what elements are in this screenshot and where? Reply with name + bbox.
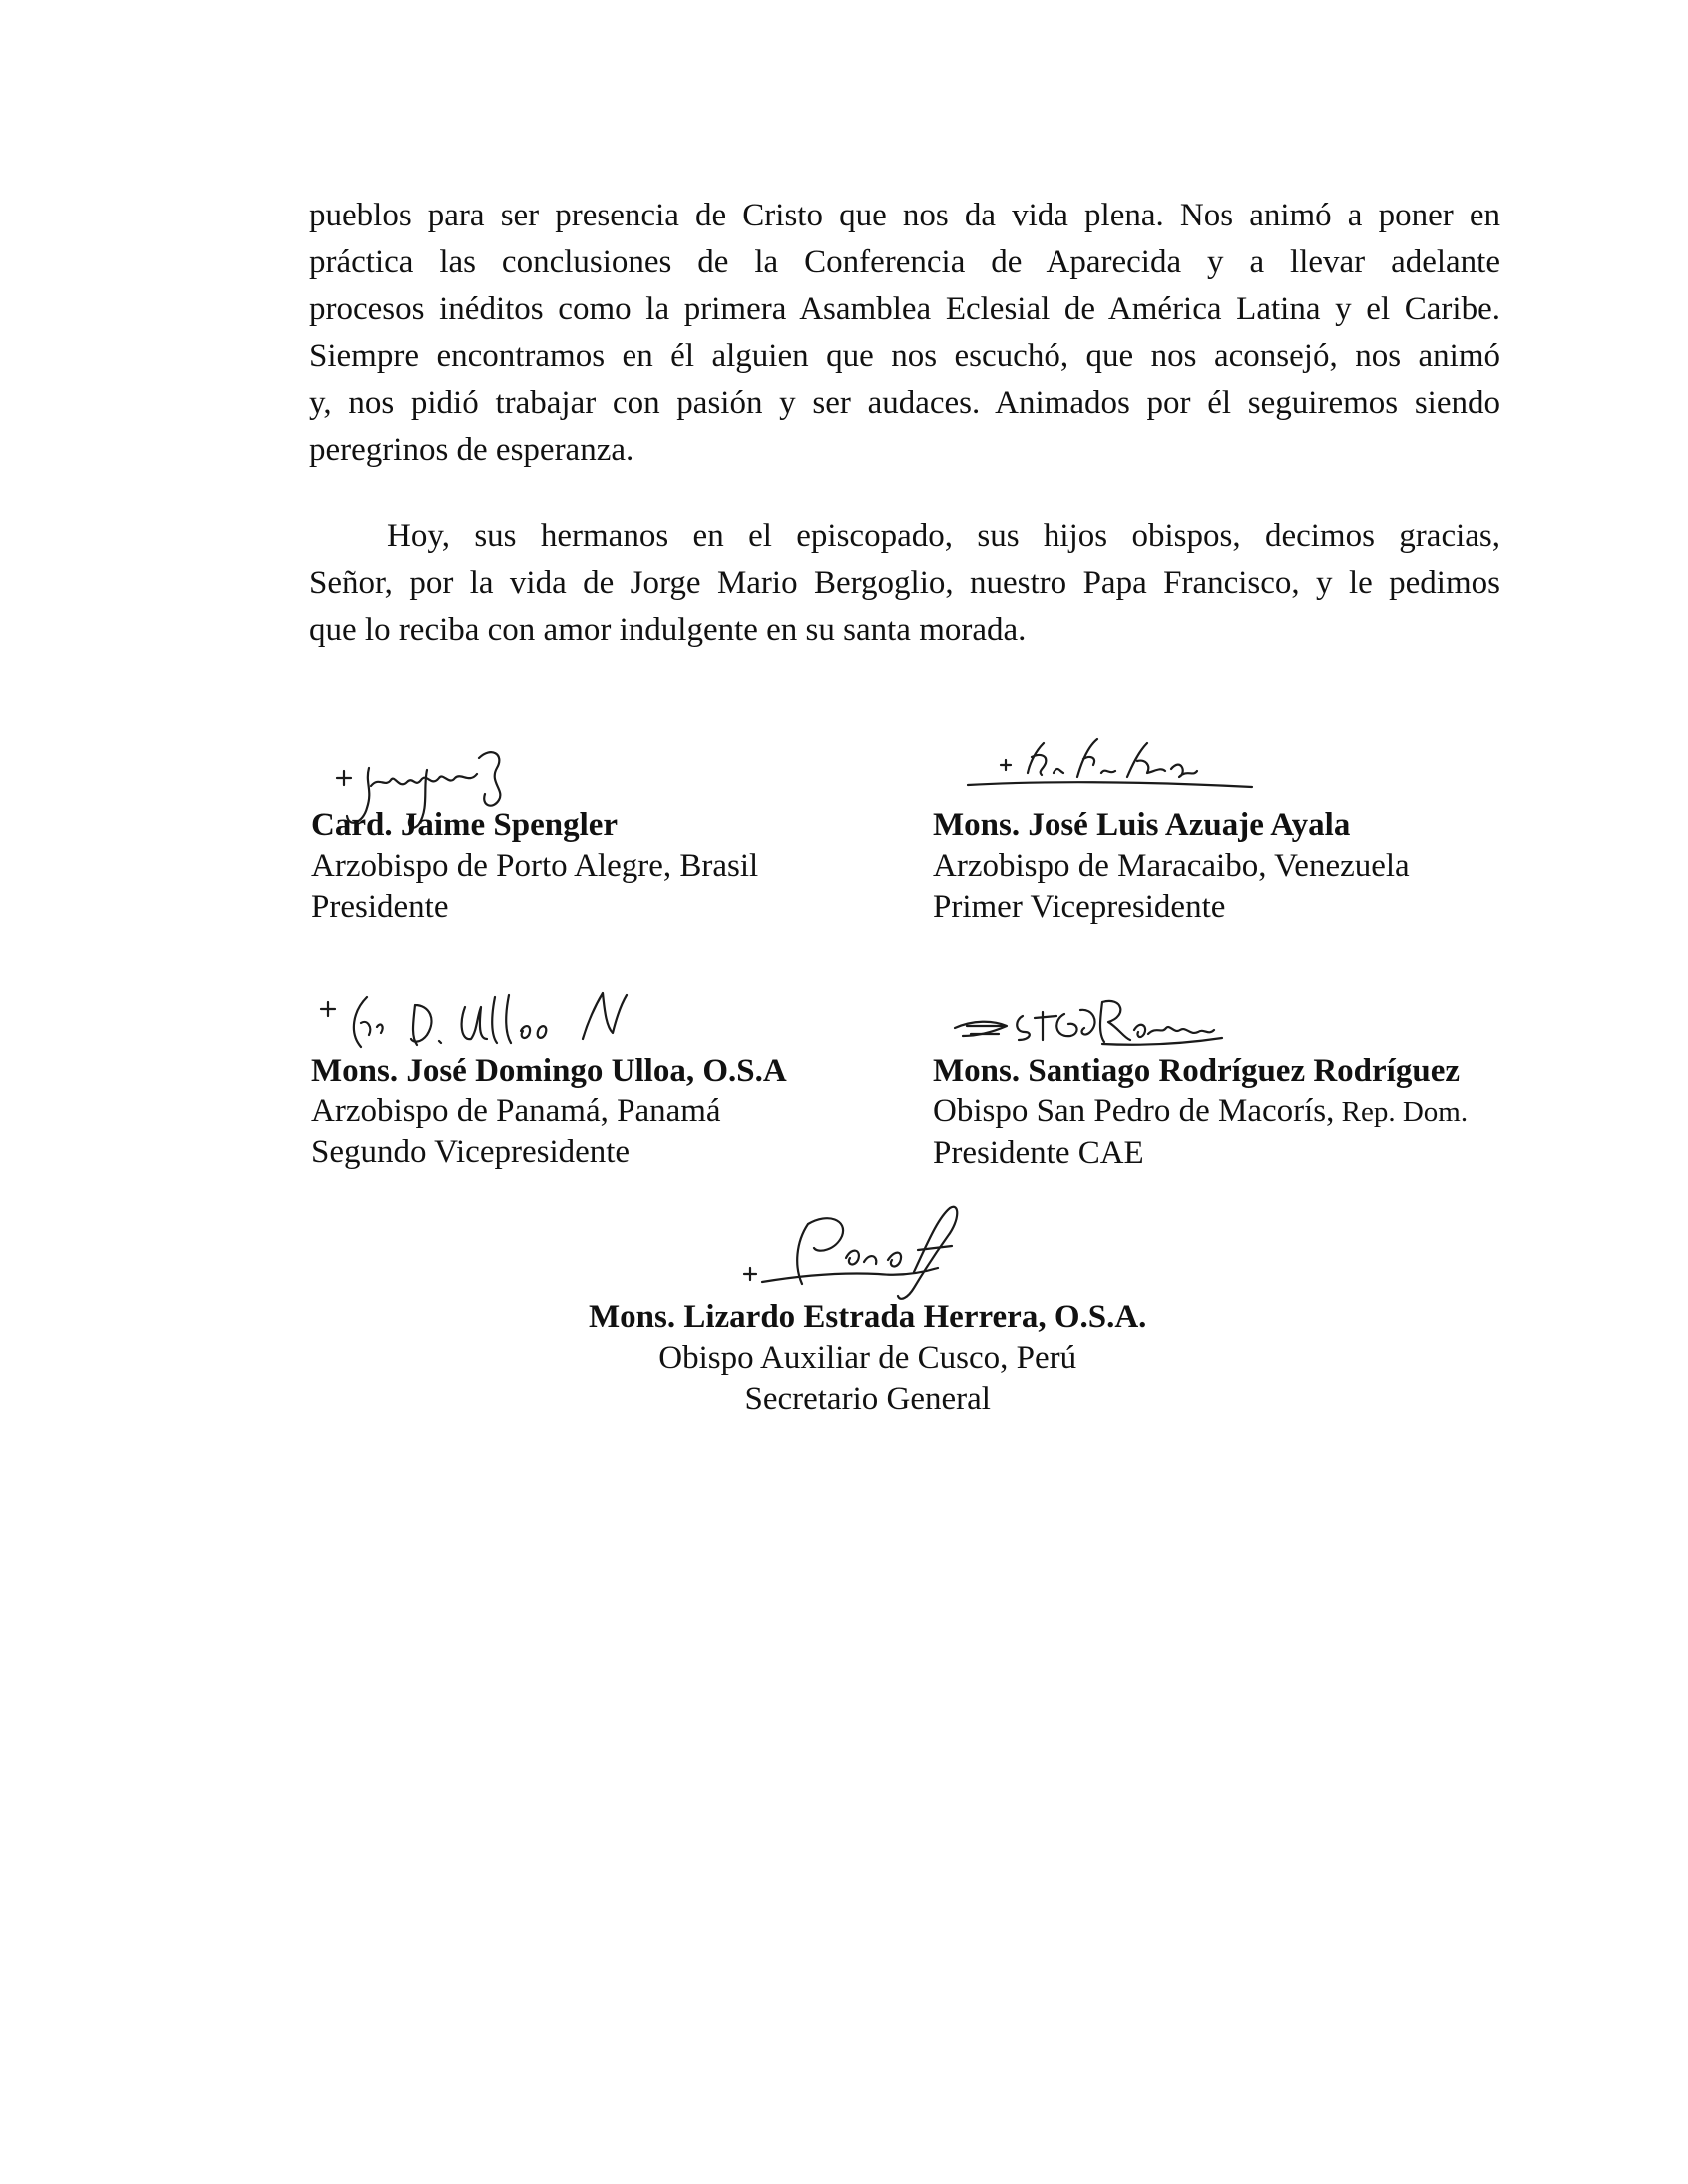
signatory-position: Secretario General [744, 1381, 991, 1417]
signatory-country-abbrev: Rep. Dom. [1334, 1096, 1469, 1128]
signatory-title: Arzobispo de Panamá, Panamá [311, 1093, 721, 1129]
text-line: Hoy, sus hermanos en el episcopado, sus hijos obispos, decimos gracias, [387, 518, 1500, 554]
signatory-block [311, 1051, 787, 1173]
text-line: peregrinos de esperanza. [309, 432, 634, 468]
signatory-title-text: Obispo San Pedro de Macorís, [933, 1093, 1335, 1129]
text-line: procesos inéditos como la primera Asamblea Eclesial de América Latina y el Caribe. [309, 291, 1500, 327]
letter-paragraph [309, 193, 1500, 474]
letter-paragraph [309, 513, 1500, 654]
signatory-block [933, 805, 1410, 928]
signatory-position: Presidente [311, 889, 449, 925]
signatory-position: Presidente CAE [933, 1135, 1144, 1171]
handwritten-signature [953, 988, 1272, 1058]
signatory-name: Mons. Santiago Rodríguez Rodríguez [933, 1053, 1460, 1089]
signatory-name: Mons. Lizardo Estrada Herrera, O.S.A. [589, 1299, 1147, 1335]
signatory-name: Card. Jaime Spengler [311, 807, 619, 843]
signatory-title [933, 1092, 1468, 1133]
text-line: y, nos pidió trabajar con pasión y ser audaces. Animados por él seguiremos siendo [309, 385, 1500, 421]
text-line: que lo reciba con amor indulgente en su santa morada. [309, 612, 1027, 648]
signatory-block [311, 805, 758, 928]
signatory-block [933, 1051, 1468, 1174]
signatory-title: Arzobispo de Maracaibo, Venezuela [933, 848, 1410, 884]
handwritten-signature [958, 733, 1257, 808]
signatory-title: Obispo Auxiliar de Cusco, Perú [658, 1340, 1077, 1376]
signatory-name: Mons. José Domingo Ulloa, O.S.A [311, 1053, 787, 1089]
text-line: Siempre encontramos en él alguien que nos escuchó, que nos aconsejó, nos animó [309, 338, 1500, 374]
signatory-position: Segundo Vicepresidente [311, 1134, 631, 1170]
signatory-title: Arzobispo de Porto Alegre, Brasil [311, 848, 759, 884]
signatory-name: Mons. José Luis Azuaje Ayala [933, 807, 1351, 843]
signatory-position: Primer Vicepresidente [933, 889, 1226, 925]
text-line: práctica las conclusiones de la Conferencia de Aparecida y a llevar adelante [309, 244, 1500, 280]
text-line: Señor, por la vida de Jorge Mario Bergoglio, nuestro Papa Francisco, y le pedimos [309, 565, 1500, 601]
handwritten-signature [738, 1202, 978, 1307]
text-line: pueblos para ser presencia de Cristo que nos da vida plena. Nos animó a poner en [309, 198, 1500, 233]
signatory-block [589, 1297, 1146, 1420]
